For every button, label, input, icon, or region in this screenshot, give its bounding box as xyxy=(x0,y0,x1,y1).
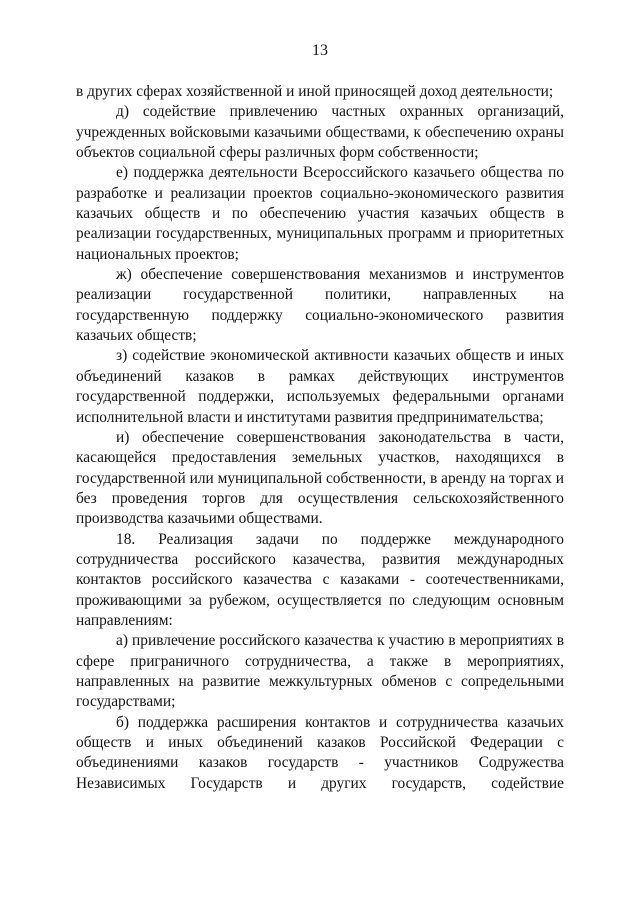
paragraph-item-a: а) привлечение российского казачества к участию в мероприятиях в сфере приграничного сотрудничества, а также в мероприятиях, направленных на развитие межкультурных обменов с сопредельными государствами; xyxy=(76,632,564,711)
page-number: 13 xyxy=(312,42,328,59)
paragraph-item-i: и) обеспечение совершенствования законодательства в части, касающейся предоставления земельных участков, находящихся в государственной или муниципальной собственности, в аренду на торгах и без проведения торгов для осуществления сельскохозяйственного производства казачьими обществами. xyxy=(76,428,564,528)
paragraph-section-18: 18. Реализация задачи по поддержке международного сотрудничества российского казачества, развития международных контактов российского казачества с казаками - соотечественниками, проживающими за рубежом, осуществляется по следующим основным направлениям: xyxy=(76,530,564,629)
paragraph-item-zh: ж) обеспечение совершенствования механизмов и инструментов реализации государственной политики, направленных на государственную поддержку социально-экономического развития казачьих обществ; xyxy=(76,266,564,345)
paragraph-item-e: е) поддержка деятельности Всероссийского казачьего общества по разработке и реализации проектов социально-экономического развития казачьих обществ и по обеспечению участия казачьих обществ в реализации государственных, муниципальных программ и приоритетных национальных проектов; xyxy=(76,164,564,263)
paragraph-continuation: в других сферах хозяйственной и иной приносящей доход деятельности; xyxy=(76,83,554,100)
paragraph-item-z: з) содействие экономической активности казачьих обществ и иных объединений казаков в рамках действующих инструментов государственной поддержки, используемых федеральными органами исполнительной власти и институтами развития предпринимательства; xyxy=(76,347,564,426)
document-body xyxy=(76,82,564,794)
paragraph-item-d: д) содействие привлечению частных охранных организаций, учрежденных войсковыми казачьими обществами, к обеспечению охраны объектов социальной сферы различных форм собственности; xyxy=(76,103,564,162)
paragraph-item-b: б) поддержка расширения контактов и сотрудничества казачьих обществ и иных объединений казаков Российской Федерации с объединениями казаков государств - участников Содружества Независимых Государств и других государств, содействие xyxy=(76,713,564,792)
